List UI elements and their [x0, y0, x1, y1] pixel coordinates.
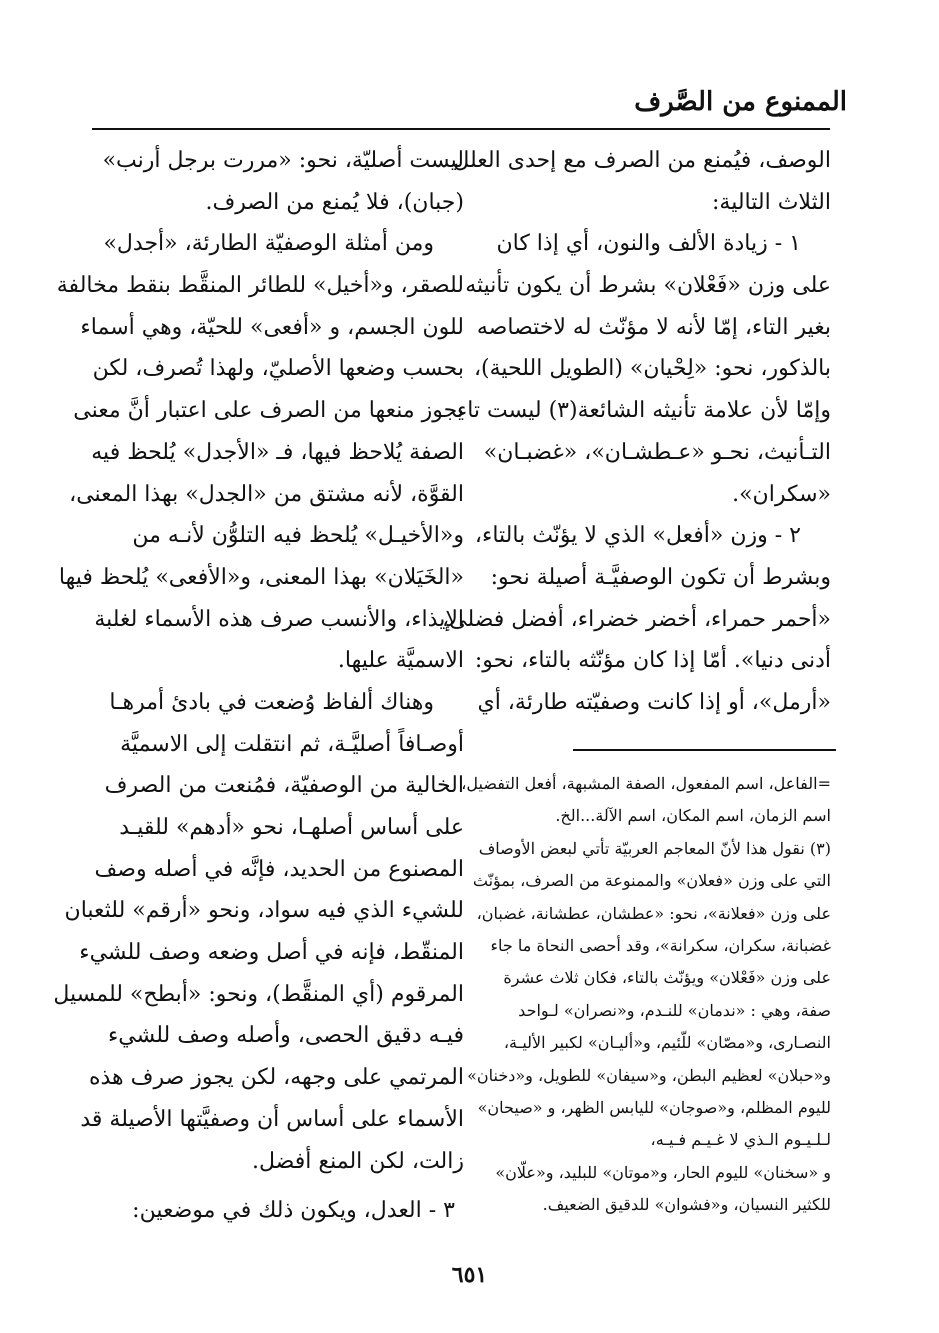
footnote-line: على وزن «فَعْلان» ويؤنّث بالتاء، فكان ثلاث عشرة [503, 968, 831, 988]
text-line: للصقر، و«أخيل» للطائر المنقَّط بنقط مخالفة [56, 273, 464, 299]
text-line: «سكران». [732, 481, 831, 507]
right-column [442, 140, 831, 724]
text-line: التـأنيث، نحـو «عـطشـان»، «غضبـان» [483, 439, 831, 465]
text-line: الصفة يُلاحظ فيها، فـ «الأجدل» يُلحظ فيه [91, 439, 464, 465]
text-line: فيـه دقيق الحصى، وأصله وصف للشيء [107, 1023, 464, 1049]
footnote-line: لليوم المظلم، و«صوجان» لليابس الظهر، و «صيحان» [477, 1097, 831, 1117]
text-line: أوصـافاً أصليَّـة، ثم انتقلت إلى الاسميَّة [120, 731, 464, 757]
text-line: بحسب وضعها الأصليّ، ولهذا تُصرف، لكن [92, 356, 464, 382]
footnote-line: غضبانة، سكران، سكرانة»، وقد أحصى النحاة ما جاء [490, 935, 831, 955]
text-line: «أرمل»، أو إذا كانت وصفيّته طارئة، أي [477, 689, 831, 715]
text-line: المصنوع من الحديد، فإنَّه في أصله وصف [94, 856, 464, 882]
text-line: الخالية من الوصفيّة، فمُنعت من الصرف [104, 773, 464, 799]
footnote-line: و «سخنان» لليوم الحار، و«موتان» للبليد، و«علّان» [495, 1162, 831, 1182]
footnote-line: و«حبلان» لعظيم البطن، و«سيفان» للطويل، و«دخنان» [467, 1065, 831, 1085]
text-line: زالت، لكن المنع أفضل. [252, 1148, 464, 1174]
text-line: «أحمر حمراء، أخضر خضراء، أفضل فضلى، [442, 606, 831, 632]
text-line: بالذكور، نحو: «لِحْيان» (الطويل اللحية)، [473, 356, 831, 382]
text-line: أدنى دنيا». أمّا إذا كان مؤنّثه بالتاء، نحو: [474, 648, 831, 674]
text-line: ٢ - وزن «أفعل» الذي لا يؤنّث بالتاء، [474, 523, 801, 549]
text-line: وبشرط أن تكون الوصفيَّـة أصيلة نحو: [490, 564, 831, 590]
left-column [53, 140, 464, 1182]
text-line: المرقوم (أي المنقَّط)، ونحو: «أبطح» للمسيل [53, 981, 464, 1007]
footnote-line: صفة، وهي : «ندمان» للنـدم، و«نصران» لـواحد [518, 1000, 831, 1020]
footnote-rule [573, 749, 836, 751]
text-line: ومن أمثلة الوصفيّة الطارئة، «أجدل» [103, 231, 434, 257]
text-line: الإيذاء، والأنسب صرف هذه الأسماء لغلبة [94, 606, 464, 632]
text-line: المنقّط، فإنه في أصل وضعه وصف للشيء [79, 940, 464, 966]
text-line: على وزن «فَعْلان» بشرط أن يكون تأنيثه [465, 273, 831, 299]
text-line: بغير التاء، إمّا لأنه لا مؤنّث له لاختصاصه [476, 314, 831, 340]
page-number: ٦٥١ [451, 1262, 488, 1288]
footnote-line: اسم الزمان، اسم المكان، اسم الآلة...الخ. [555, 806, 831, 826]
footnotes [461, 768, 831, 1221]
footnote-line: (٣) نقول هذا لأنّ المعاجم العربيّة تأتي لبعض الأوصاف [478, 838, 831, 858]
footnote-line: =الفاعل، اسم المفعول، الصفة المشبهة، أفعل التفضيل، [461, 774, 831, 793]
text-line: يجوز منعها من الصرف على اعتبار أنَّ معنى [73, 398, 464, 424]
text-line: للشيء الذي فيه سواد، ونحو «أرقم» للثعبان [64, 898, 464, 924]
text-line: الثلاث التالية: [712, 189, 831, 215]
footnote-line: النصـارى، و«مصّان» للّئيم، و«أليـان» لكبير الأليـة، [503, 1033, 831, 1053]
text-line: الاسميَّة عليها. [337, 648, 464, 674]
section-heading-line: ٣ - العدل، ويكون ذلك في موضعين: [132, 1198, 455, 1223]
footnote-line: على وزن «فعلانة»، نحو: «عطشان، عطشانة، غضبان، [476, 903, 831, 923]
text-line: المرتمي على وجهه، لكن يجوز صرف هذه [88, 1065, 464, 1091]
text-line: للون الجسم، و «أفعى» للحيّة، وهي أسماء [80, 314, 464, 340]
text-line: الوصف، فيُمنع من الصرف مع إحدى العلل [453, 148, 831, 173]
header-rule [92, 128, 830, 130]
text-line: وهناك ألفاظ وُضعت في بادئ أمرهـا [109, 689, 434, 715]
footnote-line: التي على وزن «فعلان» والممنوعة من الصرف، بمؤنّث [472, 871, 831, 891]
text-line: الأسماء على أساس أن وصفيَّتها الأصيلة قد [80, 1106, 464, 1132]
running-title: الممنوع من الصَّرف [634, 87, 847, 117]
text-line: القوَّة، لأنه مشتق من «الجدل» بهذا المعنى، [69, 481, 464, 507]
text-line: وإمّا لأن علامة تأنيثه الشائعة(٣) ليست تاء [456, 398, 831, 424]
text-line: ١ - زيادة الألف والنون، أي إذا كان [496, 231, 801, 257]
footnote-line: لـلـيـوم الـذي لا غـيـم فـيـه، [650, 1130, 831, 1150]
text-line: ليست أصليّة، نحو: «مررت برجل أرنب» [102, 148, 464, 173]
text-line: (جبان)، فلا يُمنع من الصرف. [205, 189, 464, 215]
text-line: و«الأخيـل» يُلحظ فيه التلوُّن لأنـه من [132, 523, 464, 549]
text-line: «الخَيَلان» بهذا المعنى، و«الأفعى» يُلحظ فيها [58, 564, 464, 590]
footnote-line: للكثير النسيان، و«فشوان» للدقيق الضعيف. [542, 1195, 831, 1215]
text-line: على أساس أصلهـا، نحو «أدهم» للقيـد [119, 815, 464, 840]
